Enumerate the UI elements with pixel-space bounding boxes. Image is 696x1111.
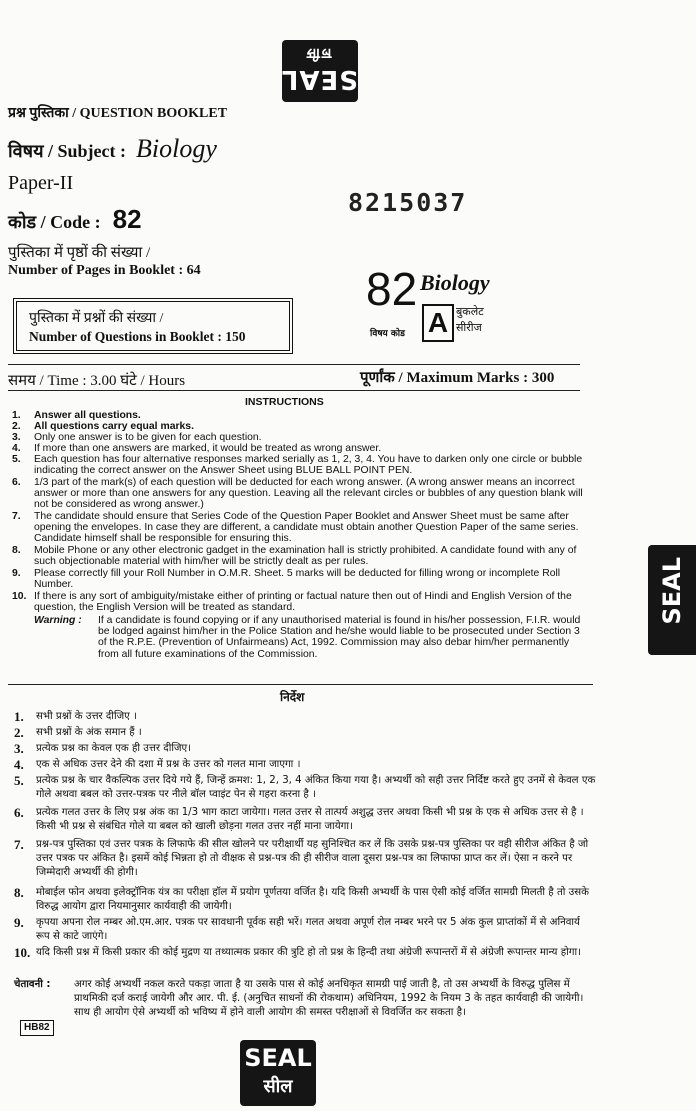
series-caption — [456, 304, 484, 336]
series-caption-line2: सीरीज — [456, 321, 482, 334]
questions-count-box — [16, 301, 290, 351]
seal-side-text: SEAL — [658, 557, 686, 625]
footer-booklet-code: HB82 — [20, 1020, 54, 1036]
code-label: कोड / Code : — [8, 212, 101, 232]
seal-top-hindi: सील — [306, 45, 334, 61]
instructions-list: 1. Answer all questions. 2. All questions carry equal marks. 3. Only one answer is to be given for each question. 4. If more than one answers are marked, it would be treated as wrong answer. 5. Each question has four alternative responses marked serially as 1, 2, 3, 4. You have to darken only one circle or bubble indicating the correct answer on the Answer Sheet using BLUE BALL POINT PEN. 6. 1/3 part of the mark(s) of each question will be deducted for each wrong answer. (A wrong answer means an incorrect answer or more than one answers for any question. Leaving all the relevant circles or bubbles of any question blank will not be considered as wrong answer.) 7. The candidate should ensure that Series Code of the Question Paper Booklet and Answer Sheet must be same after opening the envelopes. In case they are different, a candidate must obtain another Question Paper of the same series. Candidate himself shall be responsible for ensuring this. 8. Mobile Phone or any other electronic gadget in the examination hall is strictly prohibited. A candidate found with any of such objectionable material with him/her will be strictly dealt as per rules. 9. Please correctly fill your Roll Number in O.M.R. Sheet. 5 marks will be deducted for filling wrong or incomplete Roll Number. 10. If there is any sort of ambiguity/mistake either of printing or factual nature then out of Hindi and English Version of the question, the English Version will be treated as standard. Warning : If a candidate is found copying or if any unauthorised material is found in his/her possession, F.I.R. would be lodged against him/her in the Police Station and he/she would liable to be prosecuted under Section 3 of the R.P.E. (Prevention of Unfairmeans) Act, 1992. Commission may also debar him/her permanently from all future examinations of the Commission. — [12, 410, 592, 675]
series-caption-line1: बुकलेट — [456, 305, 484, 318]
maximum-marks: पूर्णांक / Maximum Marks : 300 — [360, 370, 555, 386]
warning-label: Warning : — [34, 615, 82, 626]
divider-time — [8, 390, 580, 391]
paper-label: Paper-II — [8, 172, 74, 194]
questions-label-english: Number of Questions in Booklet : 150 — [29, 329, 246, 344]
hindi-warning-text: अगर कोई अभ्यर्थी नकल करते पकड़ा जाता है या उसके पास से कोई अनधिकृत सामग्री पाई जाती है, तो उस अभ्यर्थी के विरुद्ध पुलिस में प्राथमिकी दर्ज कराई जायेगी और आर. पी. ई. (अनुचित साधनों की रोकथाम) अधिनियम, 1992 के नियम 3 के तहत कार्यवाही की जायेगी। साथ ही आयोग ऐसे अभ्यर्थी को भविष्य में होने वाली आयोग की समस्त परीक्षाओं से विवर्जित कर सकता है। — [74, 979, 584, 1018]
subject-label: विषय / Subject : — [8, 141, 127, 161]
code-row — [8, 204, 142, 235]
instructions-title: INSTRUCTIONS — [245, 396, 324, 408]
hindi-instructions-title: निर्देश — [280, 690, 305, 704]
code-value: 82 — [112, 204, 142, 234]
time-label: समय / Time : 3.00 घंटे / Hours — [8, 373, 186, 389]
big-subject-code: 82 — [366, 263, 418, 315]
warning-text: If a candidate is found copying or if any unauthorised material is found in his/her possession, F.I.R. would be lodged against him/her in the Police Station and he/she would liable to be prosecuted under Section 3 of the R.P.E. (Prevention of Unfairmeans) Act, 1992. Commission may also debar him/her permanently from all future examinations of the Commission. — [98, 615, 581, 660]
booklet-serial-number: 8215037 — [348, 188, 468, 217]
seal-stamp-side — [648, 545, 696, 655]
subject-value: Biology — [136, 134, 217, 163]
hindi-instructions-list: 1. सभी प्रश्नों के उत्तर दीजिए । 2. सभी प्रश्नों के अंक समान हैं । 3. प्रत्येक प्रश्न का केवल एक ही उत्तर दीजिए। 4. एक से अधिक उत्तर देने की दशा में प्रश्न के उत्तर को गलत माना जाएगा । 5. प्रत्येक प्रश्न के चार वैकल्पिक उत्तर दिये गये हैं, जिन्हें क्रमश: 1, 2, 3, 4 अंकित किया गया है। अभ्यर्थी को सही उत्तर निर्दिष्ट करते हुए उनमें से केवल एक गोले अथवा बबल को उत्तर-पत्रक पर नीले बॉल प्वाइंट पेन से गहरा करना है । 6. प्रत्येक गलत उत्तर के लिए प्रश्न अंक का 1/3 भाग काटा जायेगा। गलत उत्तर से तात्पर्य अशुद्ध उत्तर अथवा किसी भी प्रश्न के एक से अधिक उत्तर से है । किसी भी प्रश्न से संबंधित गोले या बबल को खाली छोड़ना गलत उत्तर नहीं माना जायेगा। 7. प्रश्न-पत्र पुस्तिका एवं उत्तर पत्रक के लिफाफे की सील खोलने पर परीक्षार्थी यह सुनिश्चित कर लें कि उसके प्रश्न-पत्र पुस्तिका पर वही सीरीज अंकित है जो उत्तर पत्रक पर अंकित है। इसमें कोई भिन्नता हो तो वीक्षक से प्रश्न-पत्र की ही सीरीज वाला दूसरा प्रश्न-पत्र का लिफाफा प्राप्त कर लें। ऐसा न करने पर जिम्मेदारी अभ्यर्थी की होगी। 8. मोबाईल फोन अथवा इलेक्ट्रॉनिक यंत्र का परीक्षा हॉल में प्रयोग पूर्णतया वर्जित है। यदि किसी अभ्यर्थी के पास ऐसी कोई वर्जित सामग्री मिलती है तो उसके विरुद्ध आयोग द्वारा नियमानुसार कार्यवाही की जायेगी। 9. कृपया अपना रोल नम्बर ओ.एम.आर. पत्रक पर सावधानी पूर्वक सही भरें। गलत अथवा अपूर्ण रोल नम्बर भरने पर 5 अंक कुल प्राप्तांकों में से अनिवार्य रूप से काटे जाएंगे। 10. यदि किसी प्रश्न में किसी प्रकार की कोई मुद्रण या तथ्यात्मक प्रकार की त्रुटि हो तो प्रश्न के हिन्दी तथा अंग्रेजी रूपान्तरों में से अंग्रेजी रूपान्तर मान्य होगा। चेतावनी : अगर कोई अभ्यर्थी नकल करते पकड़ा जाता है या उसके पास से कोई अनधिकृत सामग्री पाई जाती है, तो उस अभ्यर्थी के विरुद्ध पुलिस में प्राथमिकी दर्ज कराई जायेगी और आर. पी. ई. (अनुचित साधनों की रोकथाम) अधिनियम, 1992 के नियम 3 के तहत कार्यवाही की जायेगी। साथ ही आयोग ऐसे अभ्यर्थी को भविष्य में होने वाली आयोग की समस्त परीक्षाओं से विवर्जित कर सकता है। — [14, 709, 596, 1018]
questions-label-hindi: पुस्तिका में प्रश्नों की संख्या / — [29, 311, 164, 326]
series-letter-box: A — [422, 304, 454, 342]
seal-top-english: SEAL — [280, 64, 358, 94]
big-subject-name: Biology — [420, 270, 490, 295]
subject-code-caption: विषय कोड — [370, 329, 405, 339]
seal-stamp-bottom — [240, 1040, 316, 1106]
seal-stamp-top — [282, 40, 358, 102]
seal-bottom-english: SEAL — [244, 1044, 312, 1072]
hindi-warning-label: चेतावनी : — [14, 979, 51, 990]
booklet-label: प्रश्न पुस्तिका / QUESTION BOOKLET — [8, 106, 228, 121]
pages-label-english: Number of Pages in Booklet : 64 — [8, 263, 201, 278]
divider-middle — [8, 684, 593, 685]
divider-top — [8, 364, 580, 365]
subject-row — [8, 134, 217, 164]
seal-bottom-hindi: सील — [263, 1076, 293, 1097]
pages-label-hindi: पुस्तिका में पृष्ठों की संख्या / — [8, 245, 151, 261]
